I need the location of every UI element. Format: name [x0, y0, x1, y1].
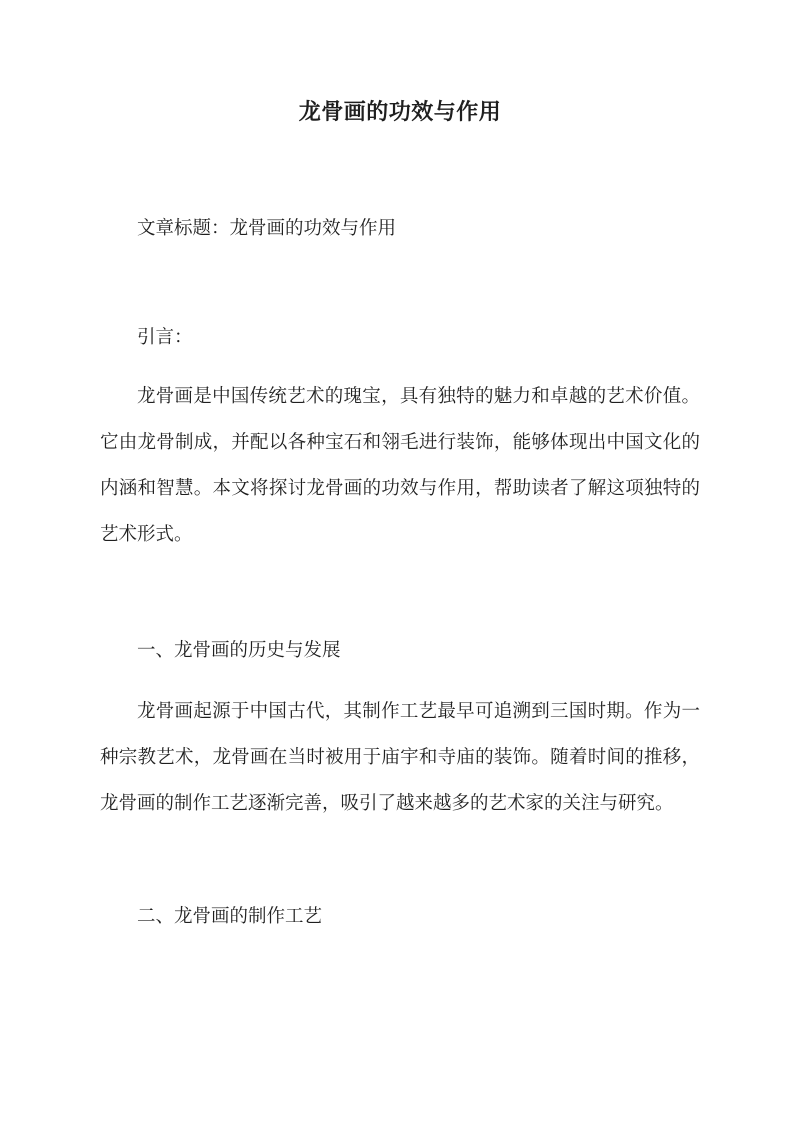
section-1-paragraph: 龙骨画起源于中国古代，其制作工艺最早可追溯到三国时期。作为一种宗教艺术，龙骨画在当时被用于庙宇和寺庙的装饰。随着时间的推移，龙骨画的制作工艺逐渐完善，吸引了越来越多的艺术家的关注与研究。 [100, 701, 700, 814]
intro-heading: 引言： [137, 327, 193, 348]
page-title: 龙骨画的功效与作用 [298, 99, 502, 125]
section-1-heading: 一、龙骨画的历史与发展 [137, 640, 341, 661]
article-title-line: 文章标题：龙骨画的功效与作用 [137, 218, 397, 239]
intro-paragraph: 龙骨画是中国传统艺术的瑰宝，具有独特的魅力和卓越的艺术价值。它由龙骨制成，并配以各种宝石和翎毛进行装饰，能够体现出中国文化的内涵和智慧。本文将探讨龙骨画的功效与作用，帮助读者了解这项独特的艺术形式。 [100, 386, 700, 545]
section-2-heading: 二、龙骨画的制作工艺 [137, 906, 323, 927]
